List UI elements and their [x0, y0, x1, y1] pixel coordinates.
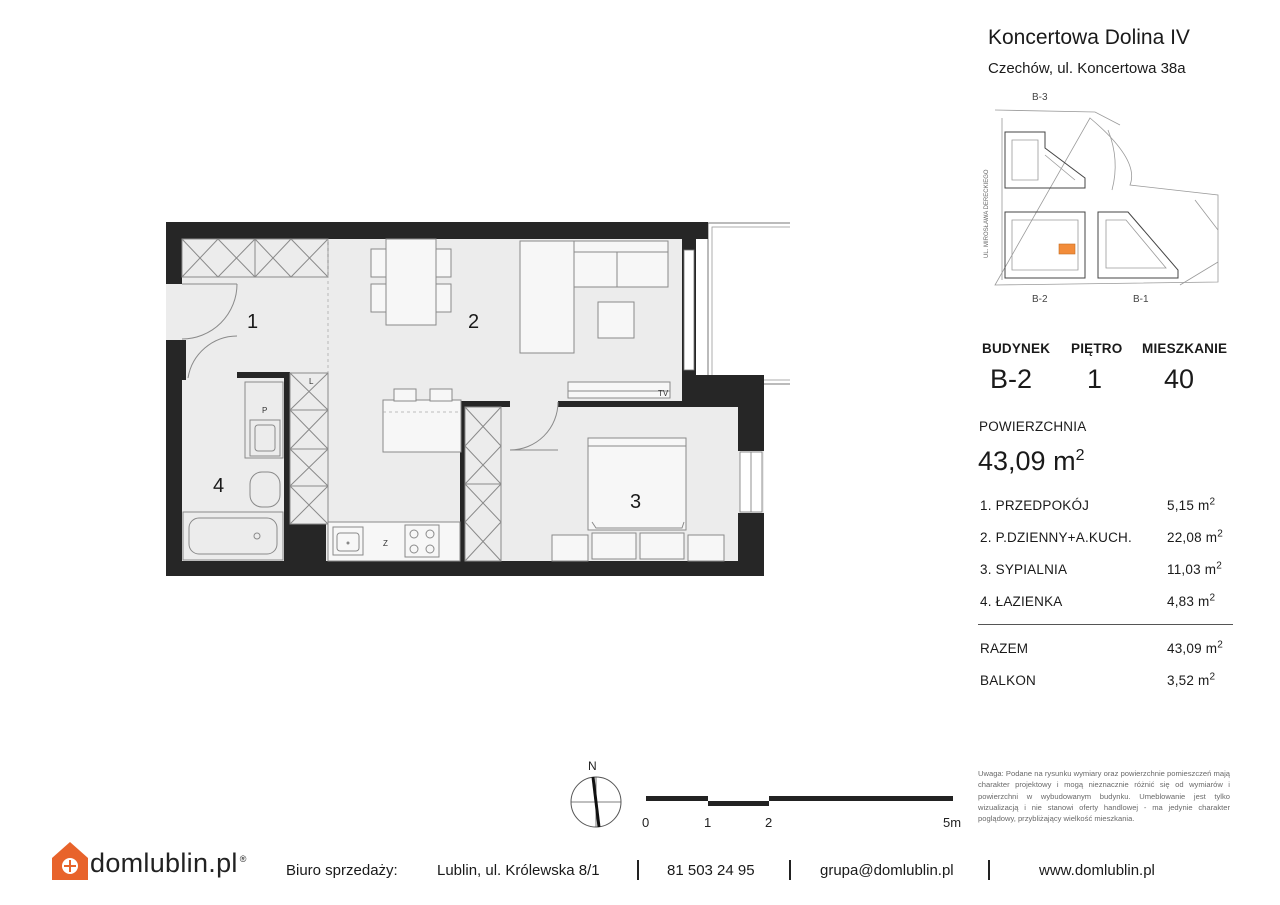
logo-text: domlublin.pl ® [90, 848, 247, 878]
apartment-value: 40 [1164, 364, 1195, 394]
balcony-area: 3,52 $m^2$ [1167, 671, 1216, 688]
unit-highlight [1059, 244, 1075, 254]
floor-header: PIĘTRO [1071, 341, 1123, 356]
room-area: 22,08 $m^2$ [1167, 528, 1223, 545]
compass-and-scale [560, 752, 980, 832]
website-link[interactable]: www.domlublin.pl [1039, 862, 1155, 879]
house-logo-icon [48, 838, 92, 882]
balcony [708, 223, 790, 384]
total-area: 43,09 $m^2$ [1167, 639, 1223, 656]
apartment-header: MIESZKANIE [1142, 341, 1228, 356]
footer-separator [988, 860, 990, 880]
scale-tick: 2 [765, 815, 773, 830]
scale-tick: 0 [642, 815, 650, 830]
dryer-label: P [262, 406, 268, 415]
sales-label: Biuro sprzedaży: [286, 862, 398, 879]
table-divider [978, 624, 1233, 625]
area-total-exp: 2 [1075, 447, 1085, 464]
project-address: Czechów, ul. Koncertowa 38a [988, 60, 1186, 77]
room-area: 5,15 $m^2$ [1167, 496, 1216, 513]
email-link[interactable]: grupa@domlublin.pl [820, 862, 954, 879]
room-number-2: 2 [468, 311, 480, 333]
building-value: B-2 [990, 364, 1033, 394]
building-header: BUDYNEK [982, 341, 1051, 356]
siteplan-label-b2: B-2 [1032, 294, 1048, 305]
project-title: Koncertowa Dolina IV [988, 26, 1190, 49]
balcony-name: BALKON [980, 673, 1036, 688]
fridge-label: Z [383, 539, 388, 548]
footer-separator [637, 860, 639, 880]
scale-bar [642, 796, 961, 830]
area-total-value: 43,09 m [978, 446, 1076, 476]
room-name: 3. SYPIALNIA [980, 562, 1068, 577]
compass-north-label: N [588, 759, 597, 773]
tv-label: TV [658, 389, 669, 398]
kitchen-counter [328, 522, 460, 561]
disclaimer-note: Uwaga: Podane na rysunku wymiary oraz powierzchnie pomieszczeń mają charakter projektowy i mogą nieznacznie różnić się od wymiarów i powierzchni w wybudowanym budynku. Umeblowanie jest tylko wizualizacją i nie stanowi oferty handlowej - ma jedynie charakter poglądowy, przybliżający wielkość mieszkania. [978, 769, 1230, 824]
phone-number[interactable]: 81 503 24 95 [667, 862, 755, 879]
site-plan [975, 88, 1225, 308]
room-number-1: 1 [247, 311, 259, 333]
area-total [978, 446, 1084, 477]
scale-tick: 5m [943, 815, 962, 830]
compass [571, 759, 621, 827]
total-name: RAZEM [980, 641, 1029, 656]
room-name: 1. PRZEDPOKÓJ [980, 498, 1090, 513]
floor-value: 1 [1087, 364, 1103, 394]
siteplan-label-b3: B-3 [1032, 92, 1048, 103]
room-area: 4,83 $m^2$ [1167, 592, 1216, 609]
footer-separator [789, 860, 791, 880]
room-area: 11,03 $m^2$ [1167, 560, 1222, 577]
sales-address: Lublin, ul. Królewska 8/1 [437, 862, 600, 879]
room-name: 2. P.DZIENNY+A.KUCH. [980, 530, 1132, 545]
room-name: 4. ŁAZIENKA [980, 594, 1063, 609]
tv-unit [568, 382, 670, 398]
room-number-3: 3 [630, 491, 642, 513]
siteplan-label-b1: B-1 [1133, 294, 1149, 305]
siteplan-street: UL. MIROSŁAWA DERECKIEGO [984, 169, 990, 258]
washer-label: L [309, 377, 314, 386]
scale-tick: 1 [704, 815, 712, 830]
floor-plan [150, 205, 790, 585]
room-number-4: 4 [213, 475, 225, 497]
area-header: POWIERZCHNIA [979, 419, 1087, 434]
